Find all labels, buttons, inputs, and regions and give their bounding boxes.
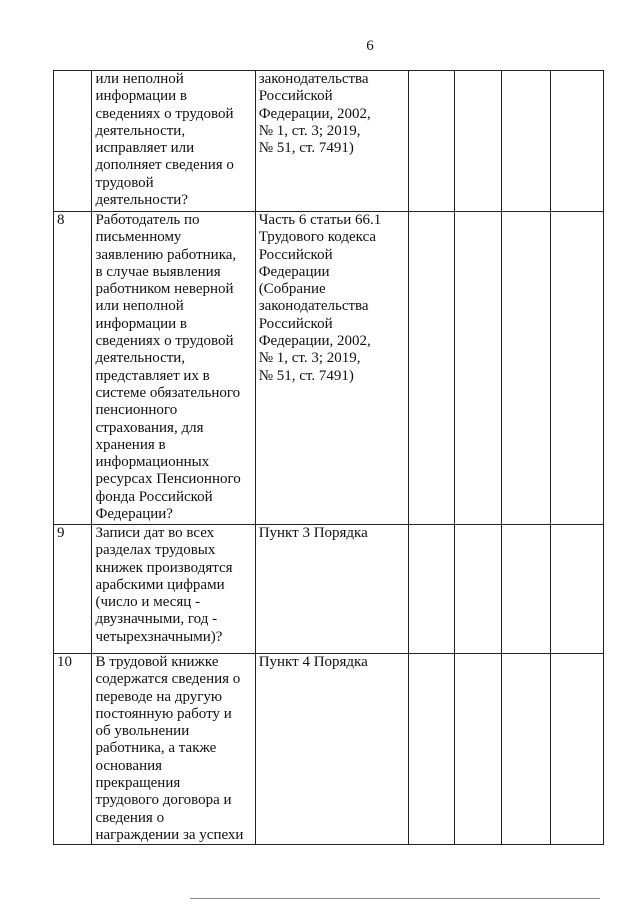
question-cell: В трудовой книжке содержатся сведения о переводе на другую постоянную работу и об увольнении работника, а также основания прекращения трудового договора и сведения о награждении за успехи	[92, 654, 255, 845]
table-row	[54, 71, 604, 212]
note-cell[interactable]	[550, 71, 603, 212]
table-row	[54, 654, 604, 845]
checklist-table	[53, 70, 604, 845]
answer-na-cell[interactable]	[502, 71, 551, 212]
row-number: 8	[57, 212, 65, 228]
note-cell[interactable]	[550, 212, 603, 525]
row-number-cell	[54, 525, 92, 654]
answer-na-cell[interactable]	[502, 525, 551, 654]
question-cell: Записи дат во всех разделах трудовых книжек производятся арабскими цифрами (число и месяц - двузначными, год - четырехзначными)?	[92, 525, 255, 654]
legal-basis-cell: Пункт 4 Порядка	[255, 654, 408, 845]
answer-yes-cell[interactable]	[408, 654, 455, 845]
note-cell[interactable]	[550, 525, 603, 654]
scan-edge-divider	[190, 898, 600, 899]
answer-na-cell[interactable]	[502, 212, 551, 525]
table-row	[54, 212, 604, 525]
answer-no-cell[interactable]	[455, 71, 502, 212]
answer-no-cell[interactable]	[455, 525, 502, 654]
answer-yes-cell[interactable]	[408, 71, 455, 212]
legal-basis-cell: законодательства Российской Федерации, 2002, № 1, ст. 3; 2019, № 51, ст. 7491)	[255, 71, 408, 212]
page-number: 6	[366, 38, 374, 54]
row-number: 10	[57, 654, 72, 670]
question-cell: Работодатель по письменному заявлению работника, в случае выявления работником неверной или неполной информации в сведениях о трудовой деятельности, представляет их в системе обязательного пенсионного страхования, для хранения в информационных ресурсах Пенсионного фонда Российской Федерации?	[92, 212, 255, 525]
answer-yes-cell[interactable]	[408, 525, 455, 654]
answer-no-cell[interactable]	[455, 654, 502, 845]
answer-na-cell[interactable]	[502, 654, 551, 845]
legal-basis-cell: Часть 6 статьи 66.1 Трудового кодекса Российской Федерации (Собрание законодательства Российской Федерации, 2002, № 1, ст. 3; 2019, № 51, ст. 7491)	[255, 212, 408, 525]
legal-basis-cell: Пункт 3 Порядка	[255, 525, 408, 654]
row-number: 9	[57, 525, 65, 541]
row-number-cell	[54, 654, 92, 845]
answer-yes-cell[interactable]	[408, 212, 455, 525]
question-cell: или неполной информации в сведениях о трудовой деятельности, исправляет или дополняет сведения о трудовой деятельности?	[92, 71, 255, 212]
row-number-cell	[54, 212, 92, 525]
row-number-cell	[54, 71, 92, 212]
note-cell[interactable]	[550, 654, 603, 845]
answer-no-cell[interactable]	[455, 212, 502, 525]
table-row	[54, 525, 604, 654]
